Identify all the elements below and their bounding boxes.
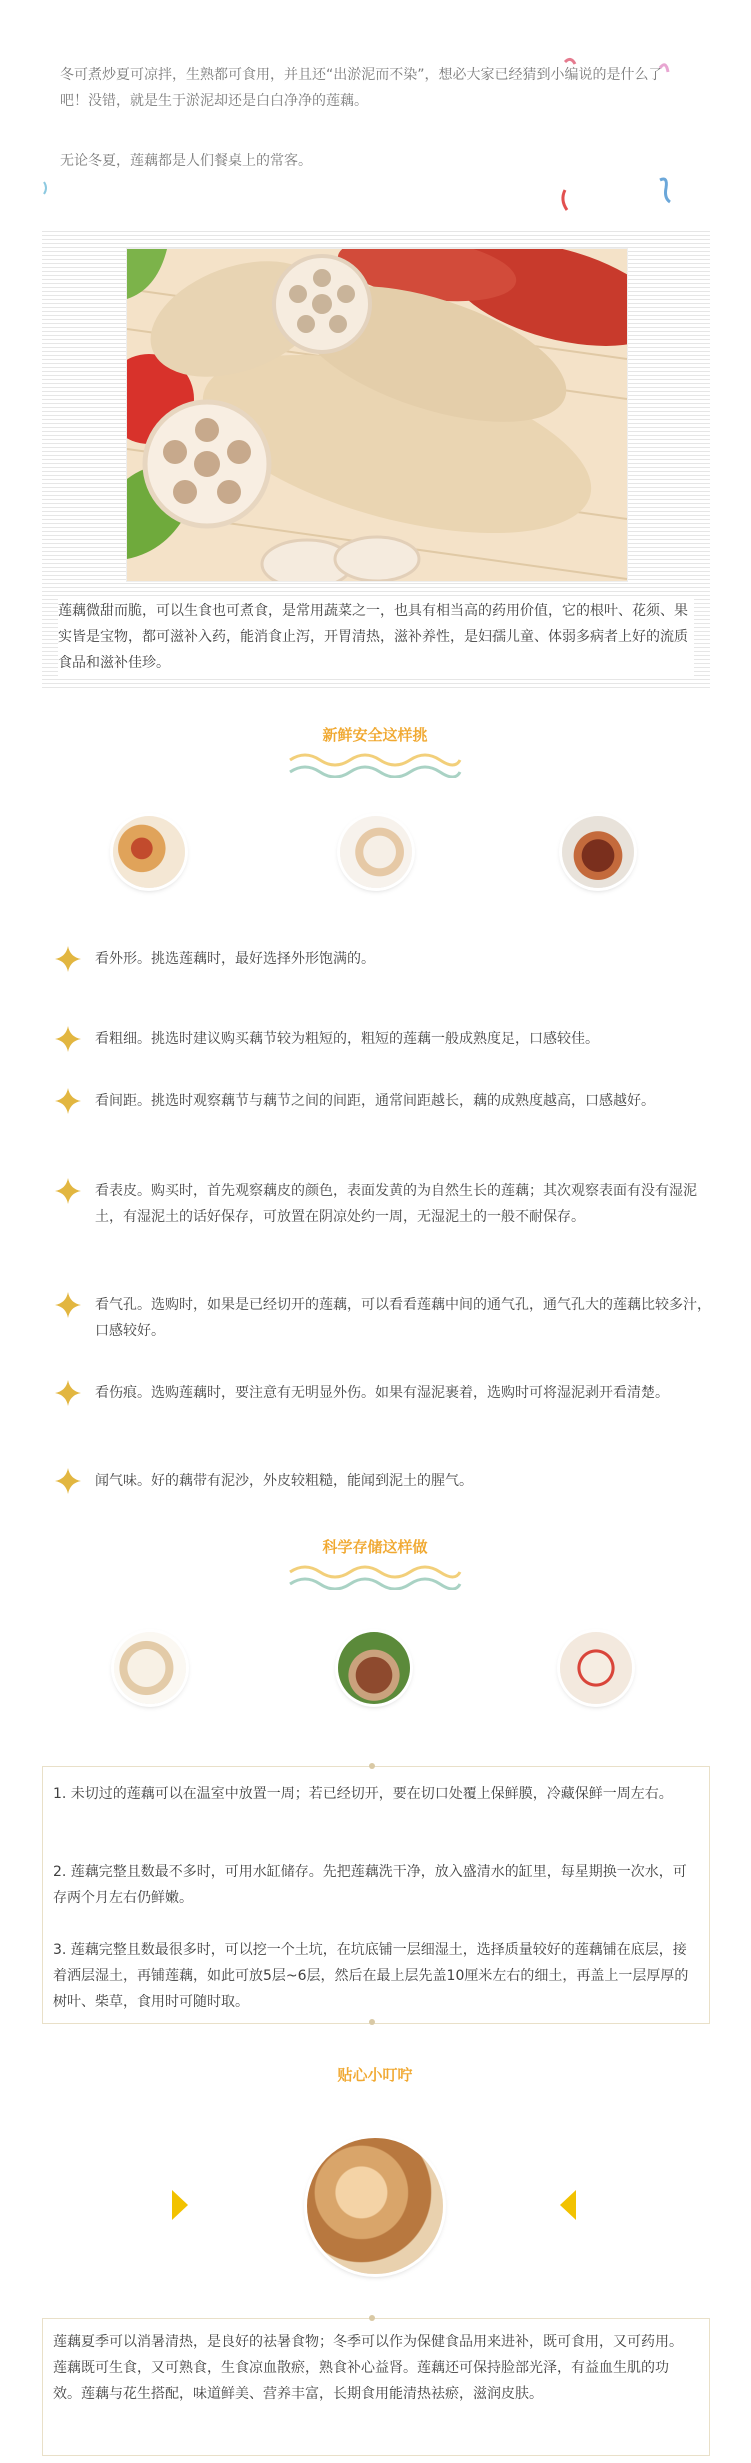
lotus-root-photo bbox=[126, 248, 628, 582]
tip-text: 看粗细。挑选时建议购买藕节较为粗短的，粗短的莲藕一般成熟度足，口感较佳。 bbox=[95, 1031, 599, 1047]
section1-wave-divider bbox=[285, 748, 465, 778]
star-icon bbox=[55, 946, 81, 972]
confetti-decoration bbox=[0, 20, 751, 220]
storage-item-3: 3. 莲藕完整且数最很多时，可以挖一个土坑，在坑底铺一层细湿土，选择质量较好的莲藕铺在底层，接着洒层湿土，再铺莲藕，如此可放5层~6层，然后在最上层先盖10厘米左右的细土，再盖上一层厚厚的树叶、柴草，食用时可随时取。 bbox=[53, 1942, 689, 2010]
star-icon bbox=[55, 1178, 81, 1204]
tip-text: 看伤痕。选购莲藕时，要注意有无明显外伤。如果有湿泥裹着，选购时可将湿泥剥开看清楚。 bbox=[95, 1385, 669, 1401]
tip-text: 看间距。挑选时观察藕节与藕节之间的间距，通常间距越长，藕的成熟度越高，口感越好。 bbox=[95, 1093, 655, 1109]
tip-text: 闻气味。好的藕带有泥沙，外皮较粗糙，能闻到泥土的腥气。 bbox=[95, 1473, 473, 1489]
arrow-right-icon bbox=[172, 2190, 188, 2220]
tip-text: 看外形。挑选莲藕时，最好选择外形饱满的。 bbox=[95, 951, 375, 967]
storage-item-2: 2. 莲藕完整且数最不多时，可用水缸储存。先把莲藕洗干净，放入盛清水的缸里，每星期换一次水，可存两个月左右仍鲜嫩。 bbox=[53, 1864, 687, 1906]
storage-item-1: 1. 未切过的莲藕可以在温室中放置一周；若已经切开，要在切口处覆上保鲜膜，冷藏保鲜一周左右。 bbox=[53, 1786, 673, 1802]
section1-title: 新鲜安全这样挑 bbox=[322, 726, 428, 744]
lotus-root-round-photo bbox=[307, 2138, 443, 2274]
intro-paragraph-2: 无论冬夏，莲藕都是人们餐桌上的常客。 bbox=[60, 153, 312, 169]
star-icon bbox=[55, 1468, 81, 1494]
frame-dot bbox=[369, 1763, 375, 1769]
frame-dot bbox=[369, 2019, 375, 2025]
feature-caption: 莲藕微甜而脆，可以生食也可煮食，是常用蔬菜之一，也具有相当高的药用价值，它的根叶、花须、果实皆是宝物，都可滋补入药，能消食止泻，开胃清热，滋补养性，是妇孺儿童、体弱多病者上好的流质食品和滋补佳珍。 bbox=[58, 598, 694, 676]
lotus-storage-photo-2 bbox=[338, 1632, 410, 1704]
section2-wave-divider bbox=[285, 1560, 465, 1590]
section3-title: 贴心小叮咛 bbox=[337, 2066, 413, 2084]
lotus-dish-photo-3 bbox=[562, 816, 634, 888]
star-icon bbox=[55, 1088, 81, 1114]
lotus-storage-photo-1 bbox=[114, 1632, 186, 1704]
tips-text: 莲藕夏季可以消暑清热，是良好的祛暑食物；冬季可以作为保健食品用来进补，既可食用，又可药用。莲藕既可生食，又可熟食，生食凉血散瘀，熟食补心益肾。莲藕还可保持脸部光泽，有益血生肌的功效。莲藕与花生搭配，味道鲜美、营养丰富，长期食用能清热祛瘀，滋润皮肤。 bbox=[53, 2334, 683, 2402]
star-icon bbox=[55, 1292, 81, 1318]
lotus-dish-photo-1 bbox=[113, 816, 185, 888]
lotus-root-image bbox=[127, 249, 627, 581]
intro-paragraph-1: 冬可煮炒夏可凉拌，生熟都可食用，并且还“出淤泥而不染”，想必大家已经猜到小编说的是什么了吧！没错，就是生于淤泥却还是白白净净的莲藕。 bbox=[60, 67, 663, 109]
tip-text: 看气孔。选购时，如果是已经切开的莲藕，可以看看莲藕中间的通气孔，通气孔大的莲藕比较多汁，口感较好。 bbox=[95, 1297, 711, 1339]
star-icon bbox=[55, 1380, 81, 1406]
storage-box bbox=[42, 1766, 710, 2024]
arrow-left-icon bbox=[560, 2190, 576, 2220]
section2-title: 科学存储这样做 bbox=[322, 1538, 428, 1556]
star-icon bbox=[55, 1026, 81, 1052]
lotus-dish-photo-2 bbox=[340, 816, 412, 888]
tip-text: 看表皮。购买时，首先观察藕皮的颜色，表面发黄的为自然生长的莲藕；其次观察表面有没有湿泥土，有湿泥土的话好保存，可放置在阴凉处约一周，无湿泥土的一般不耐保存。 bbox=[95, 1183, 697, 1225]
tips-box bbox=[42, 2318, 710, 2456]
lotus-storage-photo-3 bbox=[560, 1632, 632, 1704]
feature-box bbox=[42, 228, 710, 688]
frame-dot bbox=[369, 2315, 375, 2321]
